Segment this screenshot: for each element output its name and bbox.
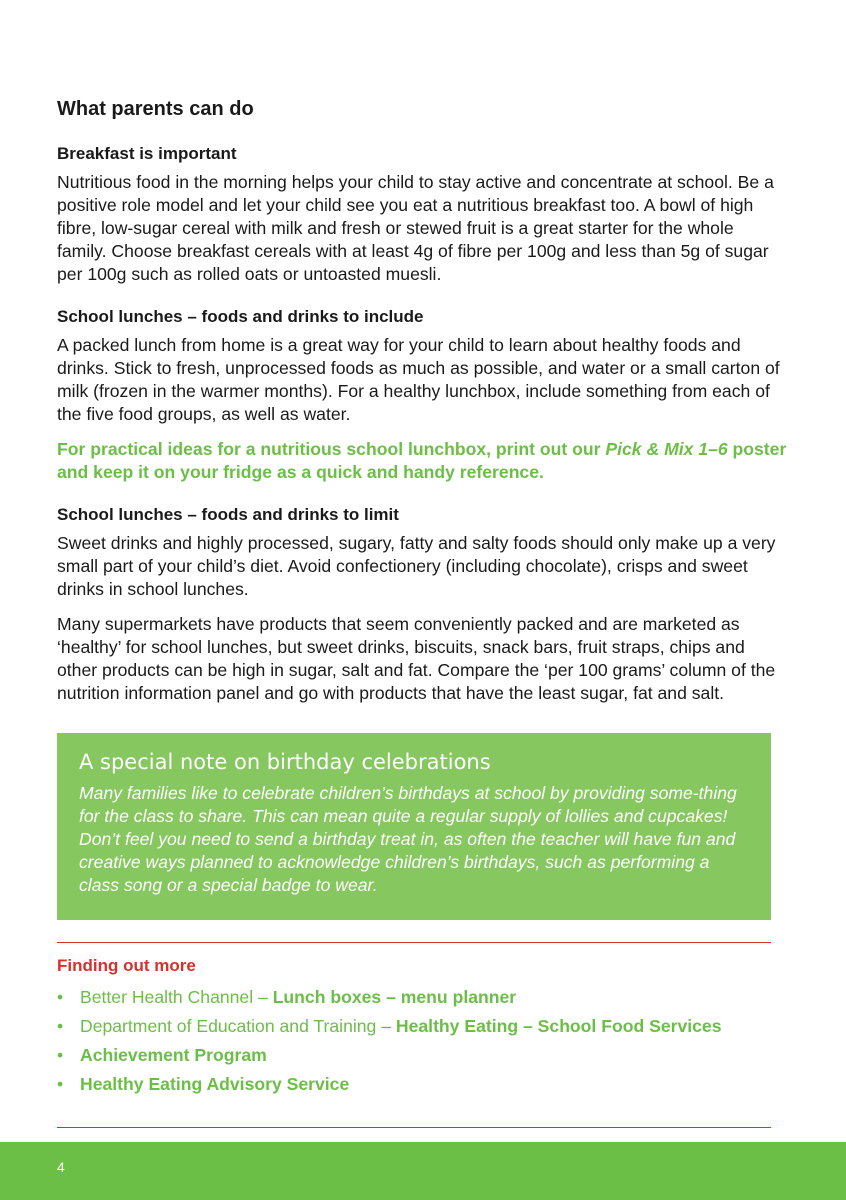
bullet-icon: • (57, 1045, 64, 1066)
lunch-limit-section (57, 504, 787, 705)
resource-link[interactable]: Lunch boxes – menu planner (272, 987, 517, 1008)
resource-link[interactable]: Achievement Program (80, 1045, 267, 1066)
bullet-icon: • (57, 1016, 64, 1037)
callout-body: Many families like to celebrate children’s birthdays at school by providing some-thing for the class to share. This can mean quite a regular supply of lollies and cupcakes! Don’t feel you need to send a birthday treat in, as often the teacher will have fun and creative ways planned to acknowledge children’s birthdays, such as performing a class song or a special badge to wear. (79, 783, 737, 896)
breakfast-body: Nutritious food in the morning helps your child to stay active and concentrate at school. Be a positive role model and let your child see you eat a nutritious breakfast too. A bowl of high fibre, low-sugar cereal with milk and fresh or stewed fruit is a great starter for the whole family. Choose breakfast cereals with at least 4g of fibre per 100g and less than 5g of sugar per 100g such as rolled oats or untoasted muesli. (57, 172, 774, 285)
resource-source: Department of Education and Training – (80, 1016, 396, 1037)
page-heading: What parents can do (57, 98, 254, 120)
main-content (57, 96, 787, 717)
resource-item-achievement-program[interactable] (57, 1044, 771, 1067)
lunch-limit-title: School lunches – foods and drinks to limit (57, 505, 399, 525)
resource-link[interactable]: Healthy Eating – School Food Services (395, 1016, 722, 1037)
page-number: 4 (57, 1159, 65, 1175)
lunch-include-body: A packed lunch from home is a great way for your child to learn about healthy foods and drinks. Stick to fresh, unprocessed foods as much as possible, and water or a small carton of milk (frozen in the warmer months). For a healthy lunchbox, include something from each of the five food groups, as well as water. (57, 335, 780, 425)
bullet-icon: • (57, 987, 64, 1008)
breakfast-title: Breakfast is important (57, 144, 237, 163)
resource-item-lunch-boxes[interactable] (57, 986, 771, 1009)
resource-item-advisory-service[interactable] (57, 1073, 771, 1096)
finding-out-more-title: Finding out more (57, 956, 196, 975)
lunchbox-poster-note (57, 438, 787, 484)
resource-item-school-food-services[interactable] (57, 1015, 771, 1038)
resource-link[interactable]: Healthy Eating Advisory Service (80, 1074, 350, 1095)
bullet-icon: • (57, 1074, 64, 1095)
divider-bottom (57, 1127, 771, 1128)
lunch-include-title: School lunches – foods and drinks to include (57, 307, 424, 327)
lunch-include-section (57, 306, 787, 484)
pick-and-mix-title: Pick & Mix 1–6 (605, 439, 728, 460)
note-text-before: For practical ideas for a nutritious school lunchbox, print out our (57, 439, 606, 460)
breakfast-section (57, 143, 787, 286)
callout-title: A special note on birthday celebrations (79, 750, 491, 774)
lunch-limit-body-2: Many supermarkets have products that seem conveniently packed and are marketed as ‘healthy’ for school lunches, but sweet drinks, biscuits, snack bars, fruit straps, chips and other products can be high in sugar, salt and fat. Compare the ‘per 100 grams’ column of the nutrition information panel and go with products that have the least sugar, fat and salt. (57, 614, 776, 704)
birthday-callout (57, 733, 771, 920)
lunch-limit-body-1: Sweet drinks and highly processed, sugary, fatty and salty foods should only make up a very small part of your child’s diet. Avoid confectionery (including chocolate), crisps and sweet drinks in school lunches. (57, 533, 776, 600)
note-text-after: poster and keep it on your fridge as a quick and handy reference. (57, 439, 787, 483)
resource-list (57, 986, 771, 1096)
page-footer (0, 1142, 846, 1200)
finding-out-more (57, 955, 771, 1102)
resource-source: Better Health Channel – (80, 987, 273, 1008)
divider-top (57, 942, 771, 943)
